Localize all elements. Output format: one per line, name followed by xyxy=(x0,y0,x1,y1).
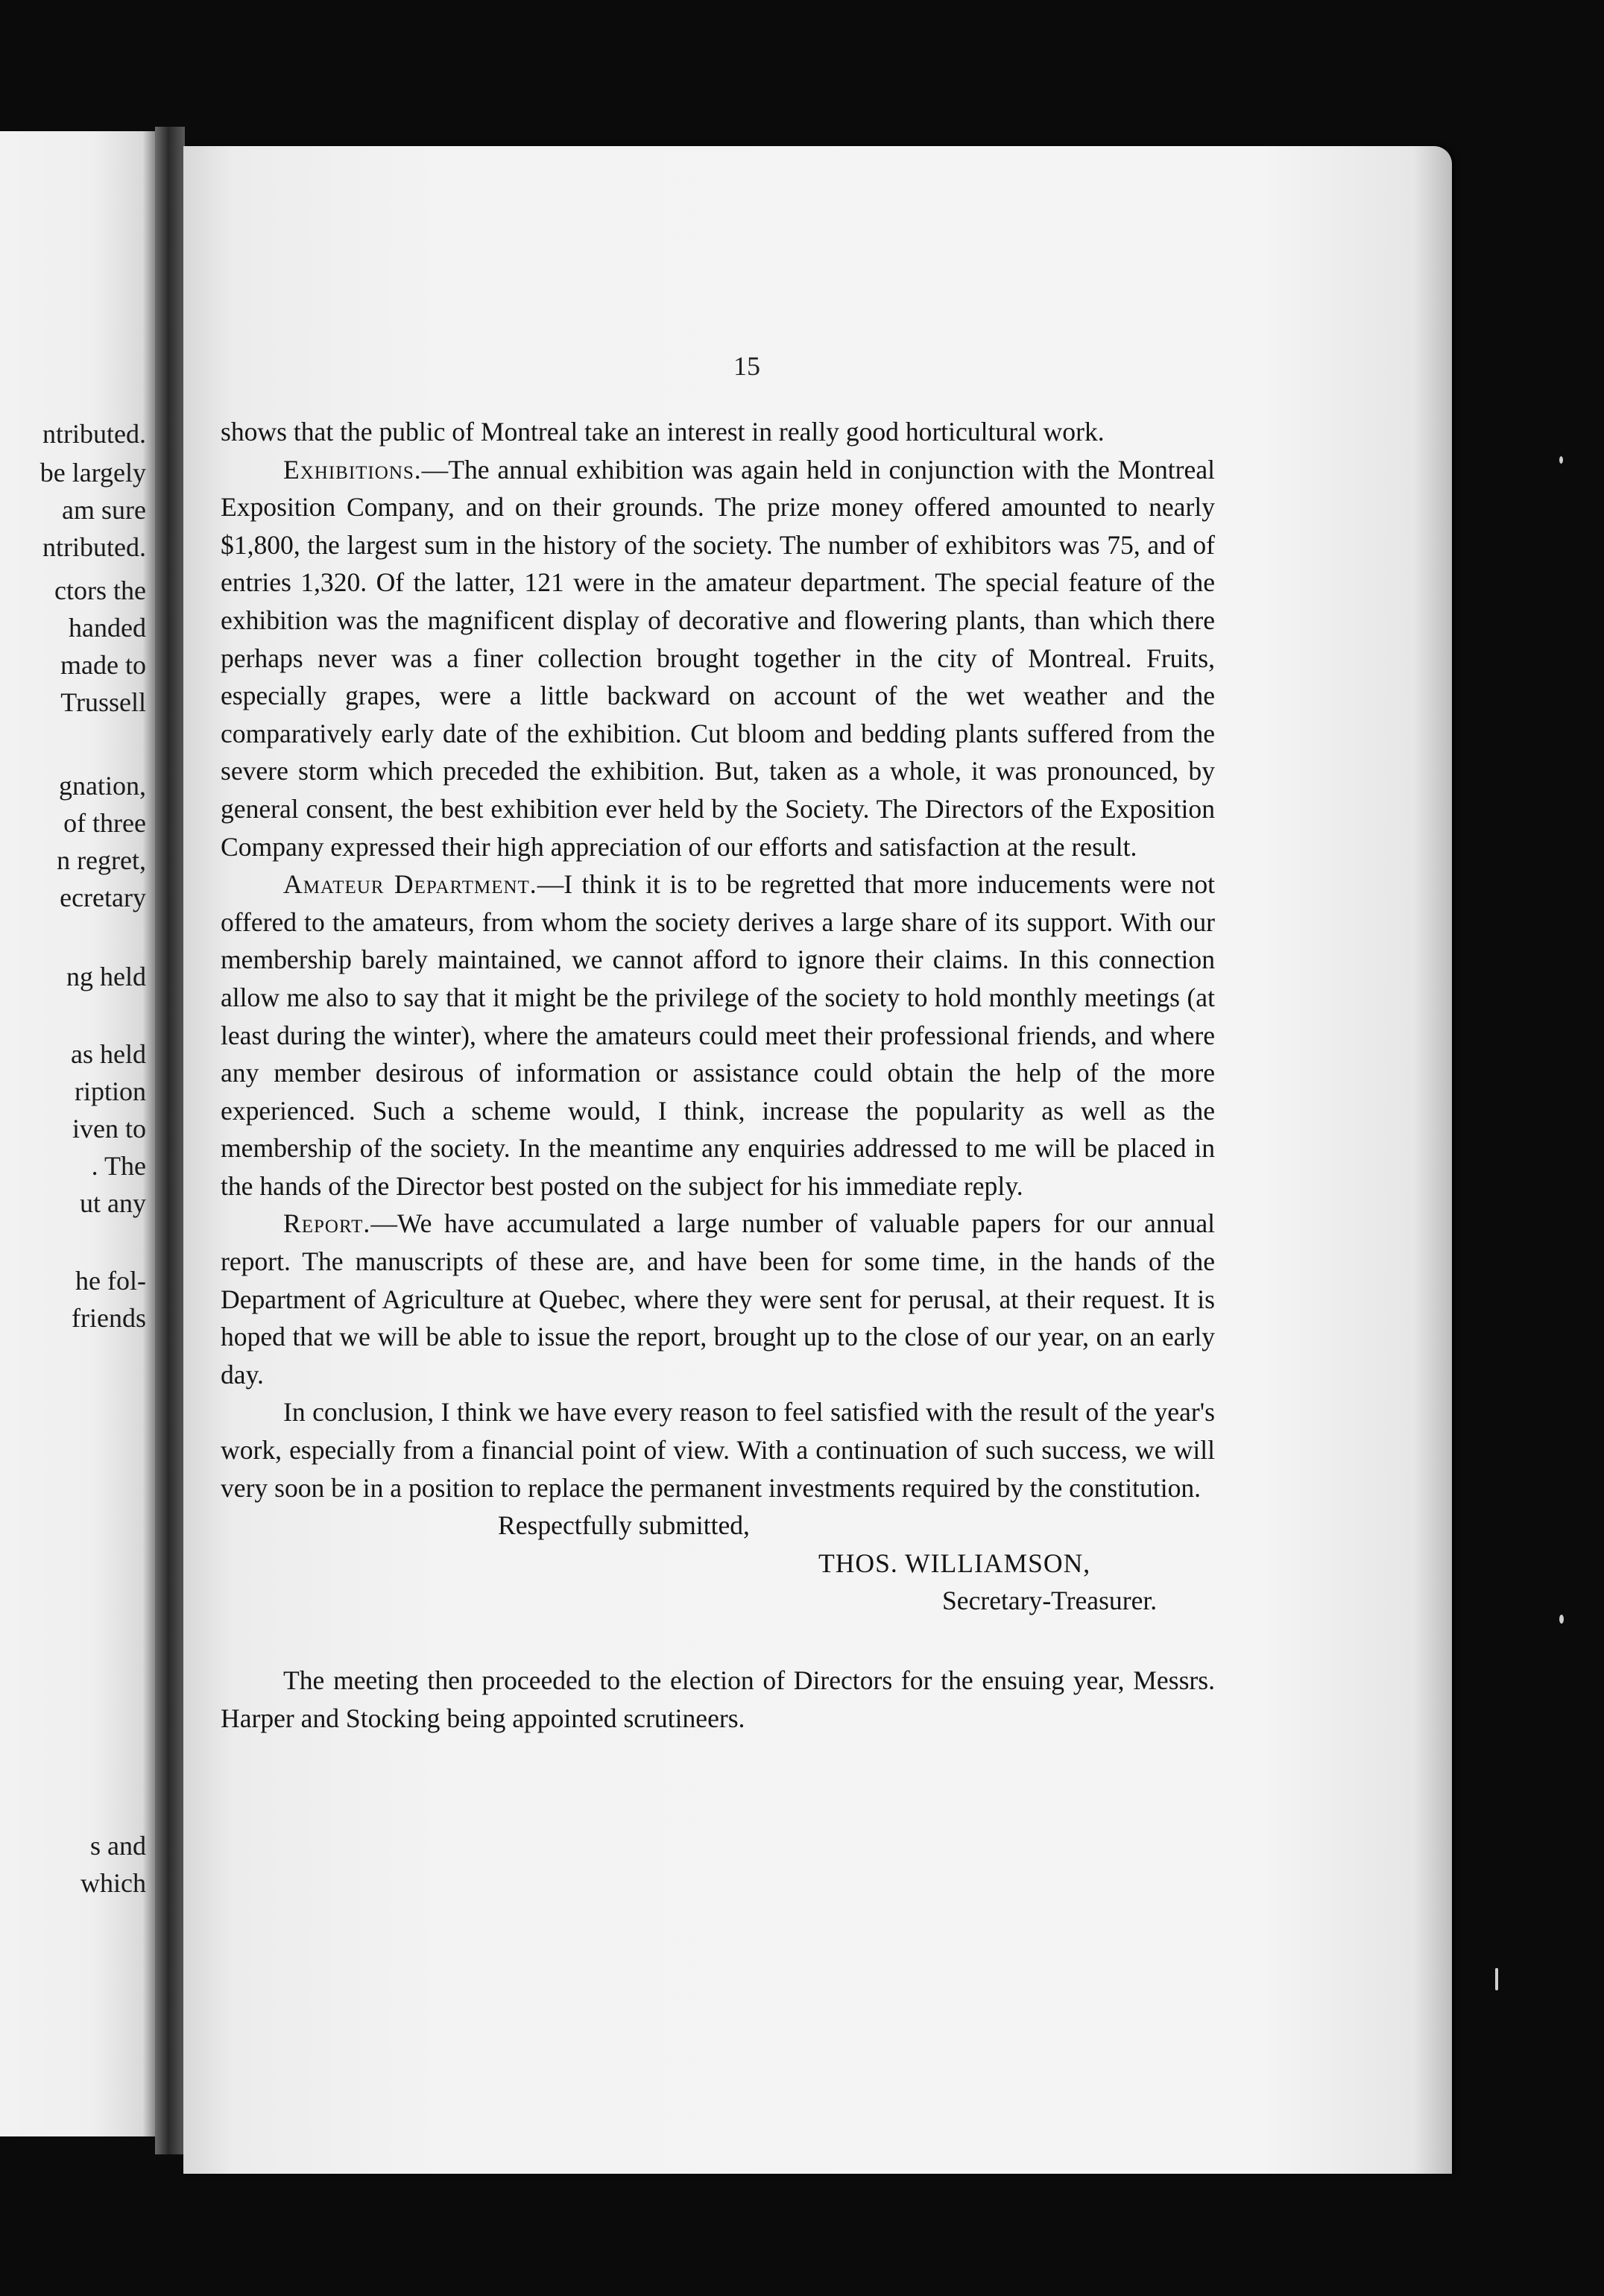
left-page-line: iven to xyxy=(72,1114,146,1144)
left-page-line: Trussell xyxy=(60,687,146,717)
left-page-line: ription xyxy=(75,1076,146,1106)
amateur-department-paragraph xyxy=(221,865,1215,1205)
signer-title: Secretary-Treasurer. xyxy=(942,1586,1158,1616)
left-page-line: n regret, xyxy=(57,845,146,875)
exhibitions-text: —The annual exhibition was again held in conjunction with the Montreal Exposition Company, and on their grounds. The prize money offered amounted to nearly $1,800, the largest sum in the history of the society. The number of exhibitors was 75, and of entries 1,320. Of the latter, 121 were in the amateur department. The special feature of the exhibition was the magnificent display of decorative and flowering plants, than which there perhaps never was a finer collection brought together in the city of Montreal. Fruits, especially grapes, were a little backward on account of the wet weather and the comparatively early date of the exhibition. Cut bloom and bedding plants suffered from the severe storm which preceded the exhibition. But, taken as a whole, it was pronounced, by general consent, the best exhibition ever held by the Society. The Directors of the Exposition Company expressed their high appreciation of our efforts and satisfaction at the result. xyxy=(221,454,1215,862)
report-paragraph xyxy=(221,1205,1215,1393)
left-page-line: of three xyxy=(63,808,146,838)
opening-paragraph: shows that the public of Montreal take an interest in really good horticultural work. xyxy=(221,417,1105,447)
page-body xyxy=(221,413,1215,1737)
left-page-line: ntributed. xyxy=(42,532,146,562)
left-page-line: ntributed. xyxy=(42,419,146,449)
final-paragraph: The meeting then proceeded to the election of Directors for the ensuing year, Messrs. Harper and Stocking being appointed scrutineers. xyxy=(221,1665,1215,1733)
closing-line: Respectfully submitted, xyxy=(498,1510,750,1541)
left-page-line: ctors the xyxy=(54,575,146,605)
book-gutter xyxy=(155,127,185,2154)
exhibitions-paragraph xyxy=(221,451,1215,866)
report-heading: Report. xyxy=(283,1208,371,1239)
left-page-line: ecretary xyxy=(60,883,146,912)
page-number: 15 xyxy=(733,351,760,381)
conclusion-paragraph: In conclusion, I think we have every reason to feel satisfied with the result of the year's work, especially from a financial point of view. With a continuation of such success, we will very soon be in a position to replace the permanent investments required by the constitution. xyxy=(221,1397,1215,1503)
left-page-line: made to xyxy=(60,650,146,680)
left-page-line: . The xyxy=(91,1151,146,1181)
left-page-line: s and xyxy=(90,1831,146,1861)
left-page-line: as held xyxy=(71,1039,146,1069)
left-page-line: gnation, xyxy=(59,771,146,801)
left-page-line: which xyxy=(80,1868,146,1898)
left-page-line: friends xyxy=(72,1303,146,1333)
left-page-line: am sure xyxy=(62,495,146,525)
exhibitions-heading: Exhibitions. xyxy=(283,454,422,485)
scan-speck xyxy=(1559,1615,1564,1624)
left-page-line: he fol- xyxy=(75,1266,146,1296)
amateur-department-text: —I think it is to be regretted that more inducements were not offered to the amateurs, from whom the society derives a large share of its support. With our membership barely maintained, we cannot afford to ignore their claims. In this connection allow me also to say that it might be the privilege of the society to hold monthly meetings (at least during the winter), where the amateurs could meet their professional friends, and where any member desirous of information or assistance could obtain the help of the more experienced. Such a scheme would, I think, increase the popularity as well as the membership of the society. In the meantime any enquiries addressed to me will be placed in the hands of the Director best posted on the subject for his immediate reply. xyxy=(221,869,1215,1201)
left-page-line: handed xyxy=(69,613,146,643)
document-page xyxy=(183,146,1452,2174)
report-text: —We have accumulated a large number of valuable papers for our annual report. The manuscripts of these are, and have been for some time, in the hands of the Department of Agriculture at Quebec, where they were sent for perusal, at their request. It is hoped that we will be able to issue the report, brought up to the close of our year, on an early day. xyxy=(221,1208,1215,1390)
left-page-line: ng held xyxy=(66,962,146,991)
left-facing-page xyxy=(0,131,155,2136)
left-page-line: ut any xyxy=(80,1188,146,1218)
scan-speck xyxy=(1559,456,1563,464)
left-page-line: be largely xyxy=(40,458,146,488)
signer-name: THOS. WILLIAMSON, xyxy=(818,1548,1091,1578)
scan-speck xyxy=(1495,1968,1498,1990)
amateur-department-heading: Amateur Department. xyxy=(283,869,537,900)
